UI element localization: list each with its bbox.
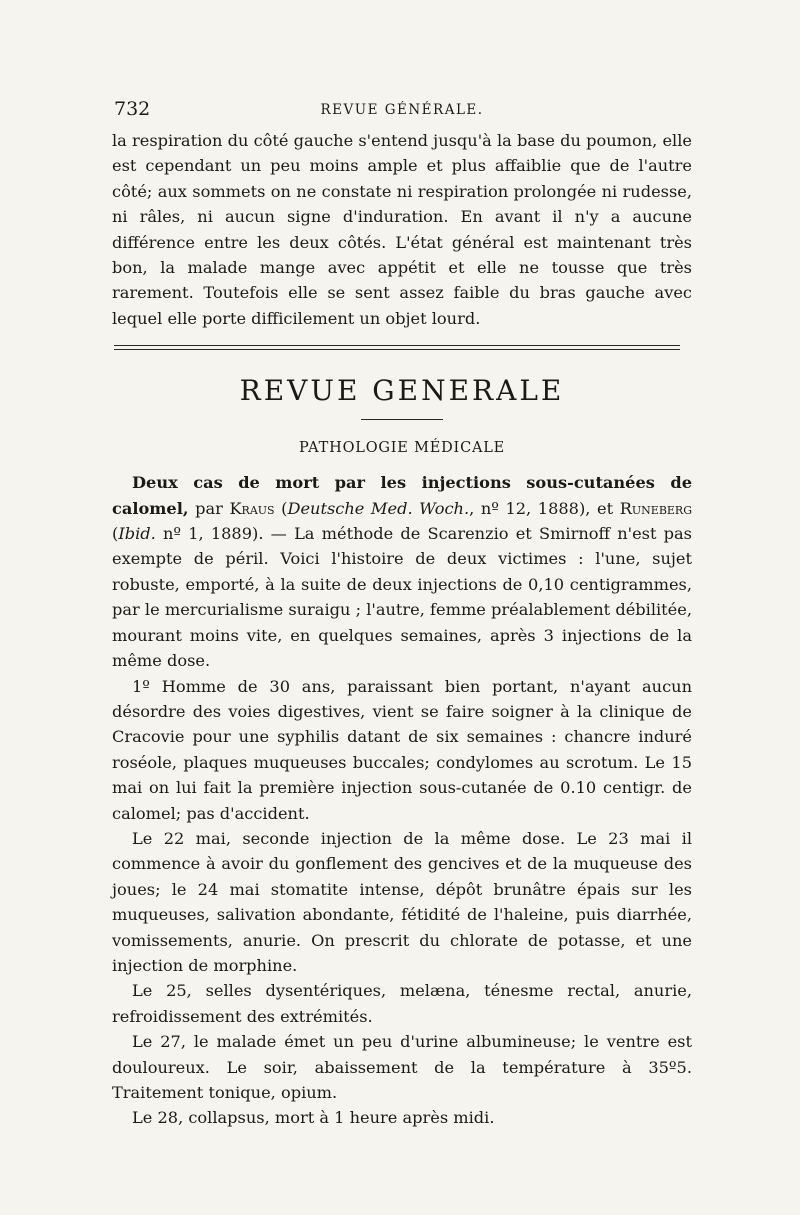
divider-line [114,349,680,350]
reference-open: ( [274,498,288,518]
running-head [112,98,692,126]
section-divider [114,345,680,350]
case-paragraph: Le 25, selles dysentériques, melæna, ténesme rectal, anurie, refroidissement des extrémités. [112,981,692,1026]
reference-text: , nº 12, 1888), et [469,498,620,518]
journal-name: Deutsche Med. Woch. [287,498,470,518]
case-paragraph: 1º Homme de 30 ans, paraissant bien portant, n'ayant aucun désordre des voies digestives, vient se faire soigner à la clinique de Cracovie pour une syphilis datant de six semaines : chancre induré roséole, plaques muqueuses buccales; condylomes au scrotum. Le 15 mai on lui fait la première injection sous-cutanée de 0.10 centigr. de calomel; pas d'accident. [112,676,692,823]
reference-open: ( [112,524,119,544]
author-name: Kraus [229,498,275,518]
case-paragraph: Le 28, collapsus, mort à 1 heure après midi. [132,1108,495,1128]
case-paragraph: Le 22 mai, seconde injection de la même dose. Le 23 mai il commence à avoir du gonflement des gencives et de la muqueuse des joues; le 24 mai stomatite intense, dépôt brunâtre épais sur les muqueuses, salivation abondante, fétidité de l'haleine, puis diarrhée, vomissements, anurie. On prescrit du chlorate de potasse, et une injection de morphine. [112,828,692,975]
journal-name: Ibid. [118,524,156,544]
section-title: REVUE GENERALE [239,374,565,408]
case-paragraph: Le 27, le malade émet un peu d'urine albumineuse; le ventre est douloureux. Le soir, abaissement de la température à 35º5. Traitement tonique, opium. [112,1032,692,1102]
subsection-title: PATHOLOGIE MÉDICALE [298,440,506,457]
running-title: REVUE GÉNÉRALE. [320,102,484,118]
continuation-paragraph: la respiration du côté gauche s'entend jusqu'à la base du poumon, elle est cependant un peu moins ample et plus affaiblie que de l'autre côté; aux sommets on ne constate ni respiration prolongée ni rudesse, ni râles, ni aucun signe d'induration. En avant il n'y a aucune différence entre les deux côtés. L'état général est maintenant très bon, la malade mange avec appétit et elle ne tousse que très rarement. Toutefois elle se sent assez faible du bras gauche avec lequel elle porte difficilement un objet lourd. [112,131,692,328]
article-par: par [188,498,230,518]
title-underline [361,419,443,420]
page [112,98,692,1131]
article-summary: nº 1, 1889). — La méthode de Scarenzio et Smirnoff n'est pas exempte de péril. Voici l'histoire de deux victimes : l'une, sujet robuste, emporté, à la suite de deux injections de 0,10 centigrammes, par le mercurialisme suraigu ; l'autre, femme préalablement débilitée, mourant moins vite, en quelques semaines, après 3 injections de la même dose. [112,524,692,671]
divider-line [114,345,680,346]
page-number: 732 [114,98,151,120]
article-intro [112,470,692,673]
article-title: Deux cas de mort par les injections sous-cutanées de calomel, [112,473,692,518]
author-name: Runeberg [619,498,692,518]
